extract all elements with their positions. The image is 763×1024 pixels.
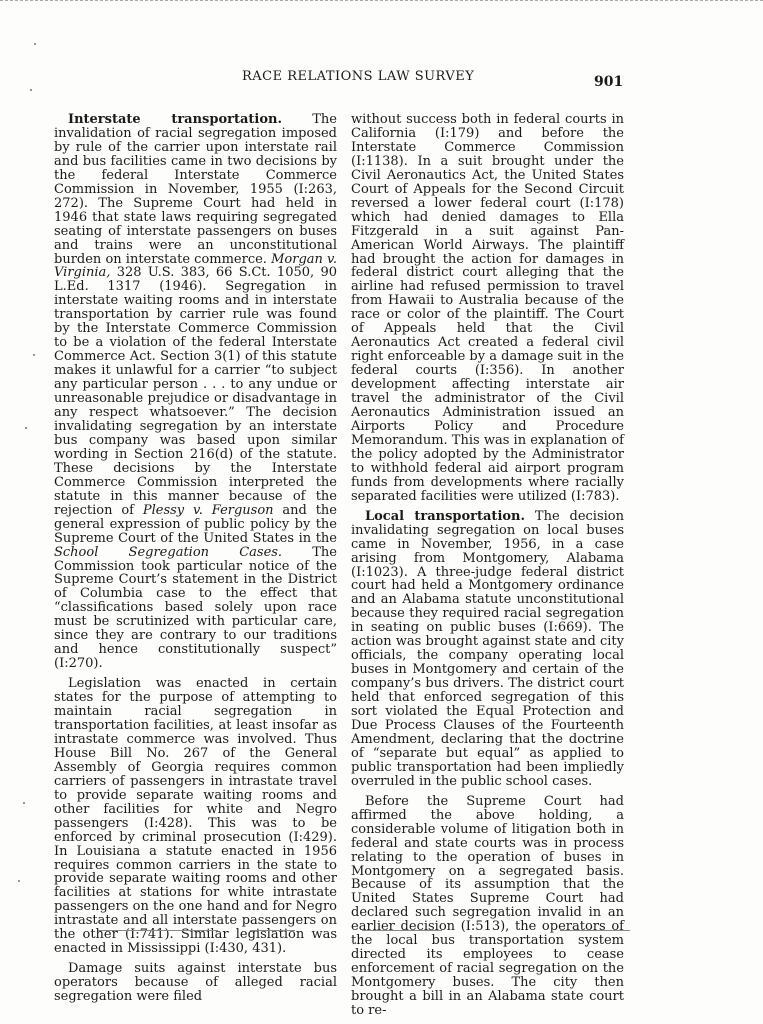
left-column bbox=[54, 113, 337, 1010]
section-heading-interstate-transportation: Interstate transportation. bbox=[68, 112, 282, 127]
scan-speck bbox=[33, 354, 35, 356]
scan-speck bbox=[30, 89, 32, 91]
paragraph-text: The invalidation of racial segregation imposed by rule of the carrier upon interstate rail and bus facilities came in two decisions by the federal Interstate Commerce Commission in November, 1955 (I:263, 272). The Supreme Court had held in 1946 that state laws requiring segregated seating of interstate passengers on buses and trains were an unconstitutional burden on interstate commerce. bbox=[54, 112, 337, 267]
scan-line-fragment bbox=[250, 930, 295, 931]
scan-speck bbox=[25, 427, 27, 429]
paragraph-legislation: Legislation was enacted in certain states for the purpose of attempting to maintain racial segregation in transportation facilities, at least insofar as intrastate commerce was involved. Thus House Bill No. 267 of the General Assembly of Georgia requires common carriers of passengers in intrastate travel to provide separate waiting rooms and other facilities for white and Negro passengers (I:428). This was to be enforced by criminal prosecution (I:429). In Louisiana a statute enacted in 1956 requires common carriers in the state to provide separate waiting rooms and other facilities at stations for white intrastate passengers on the one hand and for Negro intrastate and all interstate passengers on the other (I:741). Similar legislation was enacted in Mississippi (I:430, 431). bbox=[54, 676, 337, 957]
paragraph-text: and the general expression of public policy by the Supreme Court of the United States in the bbox=[54, 502, 337, 546]
scan-line-fragment bbox=[560, 930, 630, 931]
paragraph-damage-suits: Damage suits against interstate bus operators because of alleged racial segregation were filed bbox=[54, 961, 337, 1005]
paragraph-continued-damage-suits: without success both in federal courts in California (I:179) and before the Interstate Commerce Commission (I:1138). In a suit brought under the Civil Aeronautics Act, the United States Court of Appeals for the Second Circuit reversed a lower federal court (I:178) which had denied damages to Ella Fitzgerald in a suit against Pan-American World Airways. The plaintiff had brought the action for damages in federal district court alleging that the airline had refused permission to travel from Hawaii to Australia because of the race or color of the plaintiff. The Court of Appeals held that the Civil Aeronautics Act created a federal civil right enforceable by a damage suit in the federal courts (I:356). In another development affecting interstate air travel the administrator of the Civil Aeronautics Administration issued an Airports Policy and Procedure Memorandum. This was in explanation of the policy adopted by the Administrator to withhold federal aid airport program funds from developments where racially separated facilities were utilized (I:783). bbox=[351, 112, 624, 504]
scan-speck bbox=[23, 802, 25, 804]
scan-bottom-marks bbox=[0, 930, 763, 940]
section-heading-local-transportation: Local transportation. bbox=[365, 508, 526, 524]
scan-speck bbox=[34, 43, 36, 45]
paragraph-interstate-transportation bbox=[54, 113, 337, 671]
case-citation: Plessy v. Ferguson bbox=[142, 502, 274, 518]
scan-top-border bbox=[0, 0, 763, 1]
case-citation: School Segregation Cases. bbox=[54, 544, 283, 560]
right-column bbox=[351, 113, 624, 1024]
case-citation: Morgan v. Virginia, bbox=[54, 251, 337, 281]
running-head: RACE RELATIONS LAW SURVEY bbox=[242, 69, 475, 84]
paragraph-local-transportation bbox=[351, 510, 624, 789]
scan-line-fragment bbox=[98, 930, 218, 931]
paragraph-text: The Commission took particular notice of the Supreme Court’s statement in the District of Columbia case to the effect that “classifications based solely upon race must be scrutinized with particular care, since they are contrary to our traditions and hence constitutionally suspect” (I:270). bbox=[54, 544, 338, 672]
paragraph-text: 328 U.S. 383, 66 S.Ct. 1050, 90 L.Ed. 1317 (1946). Segregation in interstate waiting rooms and in interstate transportation by carrier rule was found by the Interstate Commerce Commission to be a violation of the federal Interstate Commerce Act. Section 3(1) of this statute makes it unlawful for a carrier “to subject any particular person . . . to any undue or unreasonable prejudice or disadvantage in any respect whatsoever.” The decision invalidating segregation by an interstate bus company was based upon similar wording in Section 216(d) of the statute. These decisions by the Interstate Commerce Commission interpreted the statute in this manner because of the rejection of bbox=[54, 265, 337, 518]
paragraph-text: The decision invalidating segregation on local buses came in November, 1956, in a case arising from Montgomery, Alabama (I:1023). A three-judge federal district court had held a Montgomery ordinance and an Alabama statute unconstitutional because they required racial segregation in seating on public buses (I:669). The action was brought against state and city officials, the company operating local buses in Montgomery and certain of the company’s bus drivers. The district court held that enforced segregation of this sort violated the Equal Protection and Due Process Clauses of the Fourteenth Amendment, declaring that the doctrine of “separate but equal” as applied to public transportation had been impliedly overruled in the public school cases. bbox=[351, 508, 624, 789]
page-header bbox=[0, 69, 763, 91]
page-number: 901 bbox=[594, 74, 624, 90]
paragraph-before-supreme-court: Before the Supreme Court had affirmed the above holding, a considerable volume of litigation both in federal and state courts was in process relating to the operation of buses in Montgomery on a segregated basis. Because of its assumption that the United States Supreme Court had declared such segregation invalid in an earlier decision (I:513), the operators of the local bus transportation system directed its employees to cease enforcement of racial segregation on the Montgomery buses. The city then brought a bill in an Alabama state court to re- bbox=[351, 793, 624, 1019]
scan-speck bbox=[18, 880, 20, 882]
scan-line-fragment bbox=[362, 930, 442, 931]
